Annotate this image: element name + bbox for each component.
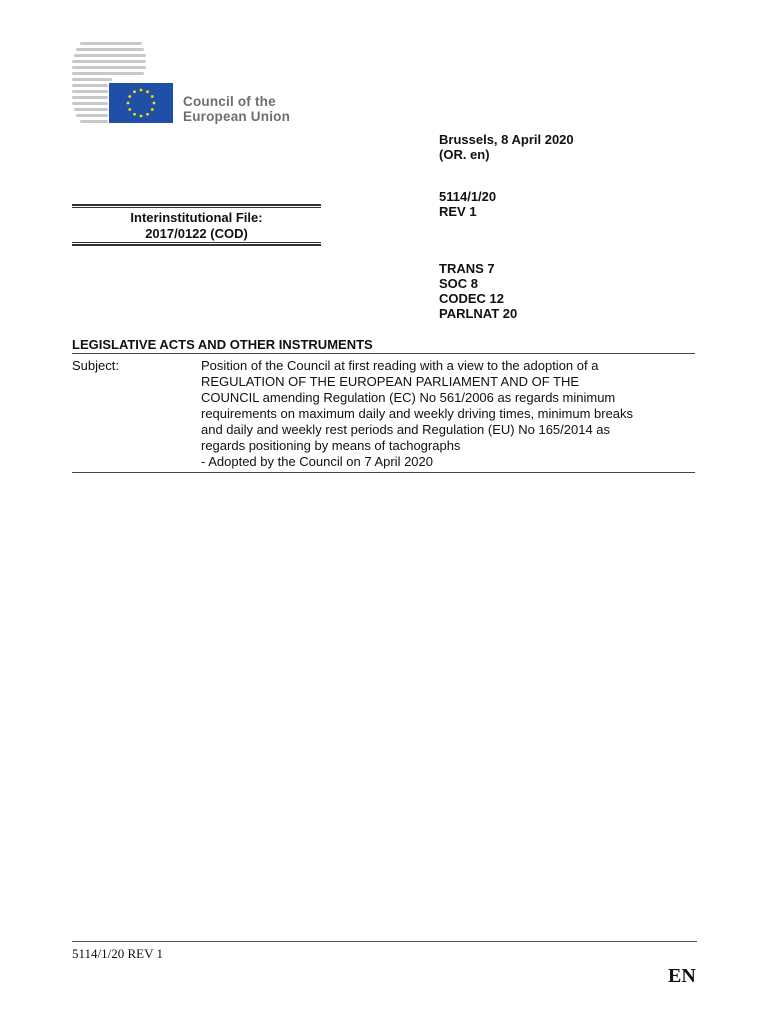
subject-line: REGULATION OF THE EUROPEAN PARLIAMENT AND OF THE [201,374,580,389]
flag-star [133,113,136,116]
flag-star [151,108,154,111]
subject-divider [72,472,695,473]
flag-star [153,102,156,105]
place-date: Brussels, 8 April 2020 [439,132,574,147]
interinstitutional-file-number: 2017/0122 (COD) [145,226,248,241]
council-logo [72,40,312,130]
language-code: EN [668,965,696,987]
flag-star [140,89,143,92]
subject-label: Subject: [72,358,119,373]
code-parlnat: PARLNAT 20 [439,306,518,321]
subject-line: - Adopted by the Council on 7 April 2020 [201,454,433,469]
code-trans: TRANS 7 [439,261,495,276]
logo-line-2: European Union [183,109,291,124]
heading-divider [72,353,695,354]
flag-star [128,108,131,111]
flag-star [127,102,130,105]
code-codec: CODEC 12 [439,291,505,306]
logo-text [183,94,290,124]
flag-star [128,95,131,98]
code-soc: SOC 8 [439,276,479,291]
flag-star [140,115,143,118]
footer-reference: 5114/1/20 REV 1 [72,946,164,961]
section-heading: LEGISLATIVE ACTS AND OTHER INSTRUMENTS [72,337,373,352]
flag-star [151,95,154,98]
original-language: (OR. en) [439,147,490,162]
flag-star [146,90,149,93]
document-number: 5114/1/20 [439,189,497,204]
footer-divider [72,941,697,942]
subject-text [201,358,695,470]
interinstitutional-file-label: Interinstitutional File: [130,210,263,225]
subject-line: regards positioning by means of tachographs [201,438,461,453]
revision: REV 1 [439,204,477,219]
subject-line: and daily and weekly rest periods and Regulation (EU) No 165/2014 as [201,422,611,437]
eu-flag-icon [109,83,173,123]
interinstitutional-file-box [72,204,321,246]
flag-star [146,113,149,116]
subject-line: Position of the Council at first reading with a view to the adoption of a [201,358,599,373]
logo-line-1: Council of the [183,94,276,109]
flag-star [133,90,136,93]
subject-line: requirements on maximum daily and weekly driving times, minimum breaks [201,406,634,421]
subject-line: COUNCIL amending Regulation (EC) No 561/2006 as regards minimum [201,390,616,405]
